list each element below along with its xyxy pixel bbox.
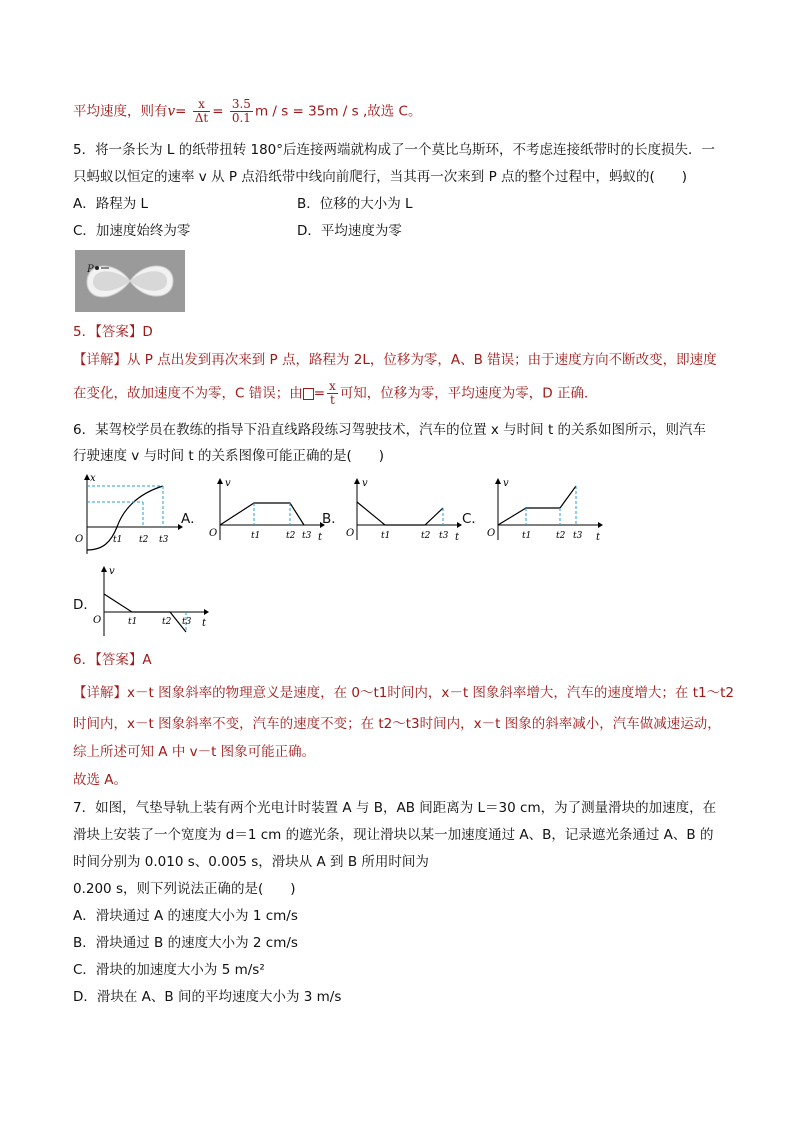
q4-answer-tail (73, 98, 421, 125)
xt-t2: t2 (139, 535, 149, 545)
q6-detail-line4: 故选 A。 (73, 772, 128, 788)
xt-t3: t3 (159, 535, 169, 545)
vt-c-t3: t3 (573, 531, 583, 541)
q5-option-c: C．加速度始终为零 (73, 223, 191, 239)
q6-label-b: B． (322, 511, 345, 527)
q4-frac1-den: Δt (194, 111, 209, 125)
vt-a-axis-t: t (318, 532, 323, 543)
q6-detail-line2: 时间内，x－t 图象斜率不变，汽车的速度不变；在 t2～t3时间内，x－t 图象的斜率减小，汽车做减速运动， (73, 716, 721, 732)
q4-eq2: = (212, 103, 224, 120)
q5-option-d: D．平均速度为零 (297, 223, 402, 239)
q6-label-c: C． (462, 511, 485, 527)
q5-detail-line2: 在变化，故加速度不为零，C 错误；由 = $\frac{x}{t}$ 可知，位移为零，平均速度为零，D 正确． (73, 379, 598, 407)
q7-option-c: C．滑块的加速度大小为 5 m/s² (73, 962, 265, 978)
q7-option-a: A．滑块通过 A 的速度大小为 1 cm/s (73, 908, 298, 924)
xt-graph (73, 472, 183, 556)
vt-b-origin: O (346, 528, 355, 539)
vt-d-axis-v: v (109, 566, 115, 577)
q5-line2: 只蚂蚁以恒定的速率 v 从 P 点沿纸带中线向前爬行，当其再一次来到 P 点的整个过程中，蚂蚁的( ) (73, 169, 688, 185)
q6-detail-line1: 【详解】x－t 图象斜率的物理意义是速度，在 0～t1时间内，x－t 图象斜率增大，汽车的速度增大；在 t1～t2 (73, 685, 734, 701)
vt-graph-a-svg (208, 478, 326, 546)
vt-a-t2: t2 (286, 531, 296, 541)
vt-a-origin: O (209, 528, 218, 539)
vt-b-t1: t1 (381, 531, 391, 541)
vt-a-t1: t1 (251, 531, 261, 541)
q7-line1: 7．如图，气垫导轨上装有两个光电计时装置 A 与 B，AB 间距离为 L＝30 cm，为了测量滑块的加速度，在 (73, 800, 717, 816)
q4-v: v (167, 103, 176, 120)
vt-c-t1: t1 (522, 531, 532, 541)
q5-frac (327, 380, 338, 407)
vt-d-t1: t1 (128, 617, 138, 627)
vt-d-t3: t3 (182, 617, 192, 627)
q6-line1: 6．某驾校学员在教练的指导下沿直线路段练习驾驶技术，汽车的位置 x 与时间 t 的关系如图所示，则汽车 (73, 422, 707, 438)
vt-c-axis-t: t (596, 532, 601, 543)
vt-graph-b (345, 478, 463, 546)
q5-frac-num: x (329, 379, 336, 393)
vt-b-t3: t3 (439, 531, 449, 541)
vt-c-origin: O (487, 528, 496, 539)
vt-graph-a (208, 478, 326, 546)
vt-c-t2: t2 (556, 531, 566, 541)
q7-option-d: D．滑块在 A、B 间的平均速度大小为 3 m/s (73, 989, 342, 1005)
vt-b-axis-v: v (362, 478, 368, 489)
q6-label-d: D． (73, 597, 97, 613)
vt-d-axis-t: t (202, 618, 207, 629)
q6-label-a: A． (181, 511, 204, 527)
xt-graph-svg (73, 472, 183, 556)
vt-b-t2: t2 (421, 531, 431, 541)
q4-frac1-num: x (193, 98, 211, 112)
q4-frac2 (230, 98, 253, 125)
vt-a-axis-v: v (225, 478, 231, 489)
vt-a-t3: t3 (302, 531, 312, 541)
xt-axis-x: x (90, 473, 96, 484)
q7-option-b: B．滑块通过 B 的速度大小为 2 cm/s (73, 935, 298, 951)
q4-frac2-den: 0.1 (231, 111, 251, 125)
missing-glyph-box (303, 388, 314, 400)
q6-answer: 6．【答案】A (73, 652, 152, 668)
q5-option-b: B．位移的大小为 L (297, 196, 413, 212)
q5-option-a: A．路程为 L (73, 196, 149, 212)
q6-detail-line3: 综上所述可知 A 中 v－t 图象可能正确。 (73, 744, 316, 760)
mobius-strip-svg (75, 250, 185, 312)
q5-line1: 5．将一条长为 L 的纸带扭转 180°后连接两端就构成了一个莫比乌斯环，不考虑连接纸带时的长度损失．一 (73, 142, 716, 158)
q4-frac2-num: 3.5 (231, 97, 251, 111)
q4-suffix: m / s = 35m / s ,故选 C。 (254, 103, 422, 120)
q4-prefix: 平均速度，则有 (73, 103, 168, 120)
mobius-strip-image (75, 250, 185, 312)
q5-detail2b: 可知，位移为零，平均速度为零，D 正确． (339, 385, 598, 402)
q7-line3: 时间分别为 0.010 s、0.005 s，滑块从 A 到 B 所用时间为 (73, 854, 429, 870)
vt-b-axis-t: t (455, 532, 460, 543)
xt-origin: O (75, 534, 84, 545)
vt-d-t2: t2 (162, 617, 172, 627)
vt-d-origin: O (93, 615, 102, 626)
vt-graph-c-svg (486, 478, 604, 546)
mobius-p-label: P (87, 264, 94, 275)
q6-line2: 行驶速度 v 与时间 t 的关系图像可能正确的是( ) (73, 448, 384, 464)
q5-answer: 5．【答案】D (73, 324, 153, 340)
q4-eq1: = (175, 103, 187, 120)
q5-detail2a: 在变化，故加速度不为零，C 错误；由 (73, 385, 303, 402)
q5-detail-line1: 【详解】从 P 点出发到再次来到 P 点，路程为 2L，位移为零，A、B 错误；由于速度方向不断改变，即速度 (73, 352, 717, 368)
vt-graph-d (92, 566, 210, 638)
xt-t1: t1 (113, 535, 123, 545)
vt-graph-b-svg (345, 478, 463, 546)
vt-graph-d-svg (92, 566, 210, 638)
q7-line4: 0.200 s，则下列说法正确的是( ) (73, 881, 296, 897)
q5-frac-den: t (330, 393, 335, 407)
q4-frac1 (193, 98, 211, 125)
q7-line2: 滑块上安装了一个宽度为 d＝1 cm 的遮光条，现让滑块以某一加速度通过 A、B，记录遮光条通过 A、B 的 (73, 827, 714, 843)
vt-c-axis-v: v (503, 478, 509, 489)
vt-graph-c (486, 478, 604, 546)
